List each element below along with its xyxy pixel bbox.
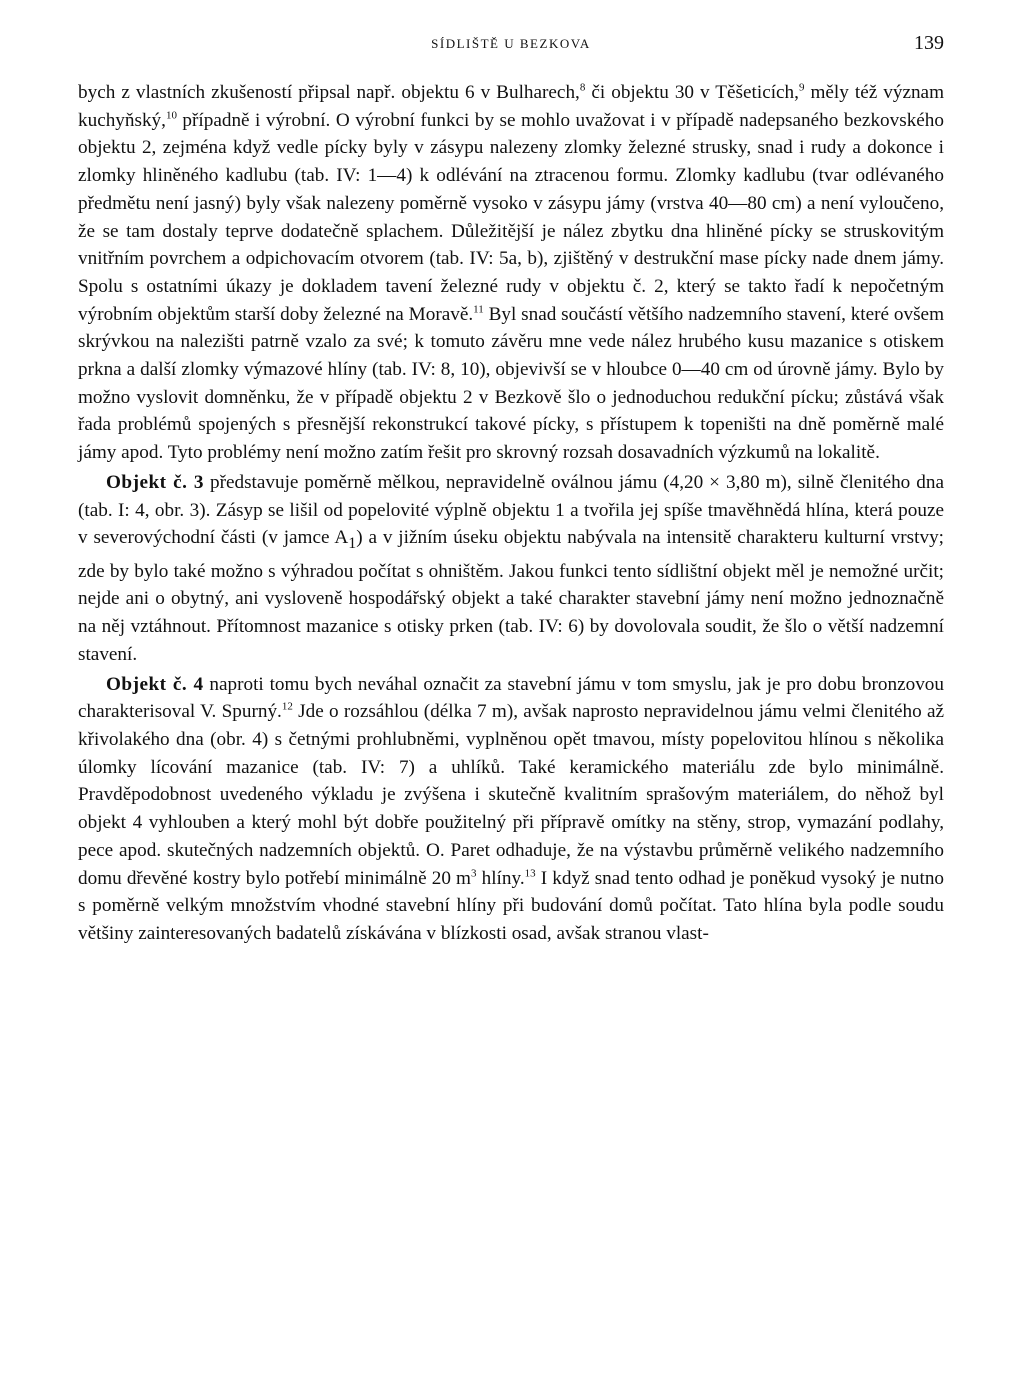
text-run: představuje poměrně mělkou, nepravidelně oválnou jámu (4,20 × 3,80 m), silně členitého dna (tab. I: 4, obr. 3). Zásyp se lišil od popelovité výplně objektu 1 a tvořila jej spíše tmavěhnědá hlína, která pouze v severovýchodní části (v jamce A: [78, 471, 944, 549]
objekt-4-label: Objekt č. 4: [106, 673, 204, 695]
text-run: měly též význam kuchyňský,: [78, 82, 945, 131]
text-run: případně i výrobní. O výrobní funkci by se mohlo uvažovat i v případě nadepsaného bezkovského objektu 2, zejména když vedle pícky byly v zásypu nalezeny zlomky železné strusky, snad i rudy a dokonce i zlomky hliněného kadlubu (tab. IV: 1—4) k odlévání na ztracenou formu. Zlomky kadlubu (tvar odlévaného předmětu není jasný) byly však nalezeny poměrně vysoko v zásypu jámy (vrstva 40—80 cm) a není vyloučeno, že se tam dostaly teprve dodatečně splachem. Důležitější je nález zbytku dna hliněné pícky se struskovitým vnitřním povrchem a odpichovacím otvorem (tab. IV: 5a, b), zjištěný v destrukční mase pícky nade dnem jámy. Spolu s ostatními úkazy je dokladem tavení železné rudy v objektu č. 2, který se takto řadí k nepočetným výrobním objektům starší doby železné na Moravě.: [78, 109, 944, 325]
running-head: [78, 30, 944, 66]
page-number: 139: [914, 32, 944, 54]
footnote-ref-11: 11: [473, 303, 484, 316]
objekt-3-label: Objekt č. 3: [106, 471, 204, 493]
footnote-ref-12: 12: [281, 700, 293, 713]
text-run: ) a v jižním úseku objektu nabývala na intensitě charakteru kulturní vrstvy; zde by bylo také možno s výhradou počítat s ohništěm. Jakou funkci tento sídlištní objekt měl je nemožné určit; nejde ani o obytný, ani vysloveně hospodářský objekt a také charakter stavební jámy není možno jednoznačně na něj vztáhnout. Přítomnost mazanice s otisky prken (tab. IV: 6) by dovolovala soudit, že šlo o větší nadzemní stavení.: [78, 527, 945, 665]
text-run: či objektu 30 v Těšeticích,: [585, 82, 799, 103]
text-run: Jde o rozsáhlou (délka 7 m), avšak naprosto nepravidelnou jámu velmi členitého až křivolakého dna (obr. 4) s četnými prohlubněmi, vyplněnou opět tmavou, místy popelovitou hlínou s několika úlomky lícování mazanice (tab. IV: 7) a uhlíků. Také keramického materiálu zde bylo minimálně. Pravděpodobnost uvedeného výkladu je zvýšena i skutečně kvalitním sprašovým materiálem, do něhož byl objekt 4 vyhlouben a který mohl být dobře použitelný při přípravě omítky na stěny, strop, vymazání podlahy, pece apod. skutečných nadzemních objektů. O. Paret odhaduje, že na výstavbu průměrně velikého nadzemního domu dřevěné kostry bylo potřebí minimálně 20 m: [78, 701, 944, 889]
footnote-ref-8: 8: [579, 81, 586, 94]
text-run: bych z vlastních zkušeností připsal např. objektu 6 v Bulharech,: [78, 82, 580, 103]
running-title: SÍDLIŠTĚ U BEZKOVA: [431, 36, 591, 51]
body-text: [78, 79, 944, 948]
text-run: Byl snad součástí většího nadzemního stavení, které ovšem skrývkou na nalezišti patrně vzalo za své; k tomuto závěru mne vede nález hrubého kusu mazanice s otiskem prkna a další zlomky výmazové hlíny (tab. IV: 8, 10), objevivší se v hloubce 0—40 cm od úrovně jámy. Bylo by možno vyslovit domněnku, že v případě objektu 2 v Bezkově šlo o jednoduchou redukční pícku; zůstává však řada problémů spojených s přesnější rekonstrukcí takové pícky, s přístupem k topeništi na dně poměrně malé jámy apod. Tyto problémy není možno zatím řešit pro skrovný rozsah dosavadních výzkumů na lokalitě.: [78, 303, 944, 464]
footnote-ref-9: 9: [798, 81, 805, 94]
page: [78, 30, 944, 948]
text-run: I když snad tento odhad je poněkud vysoký je nutno s poměrně velkým množstvím vhodné stavební hlíny při budování domů počítat. Tato hlína byla podle soudu většiny zainteresovaných badatelů získávána v blízkosti osad, avšak stranou vlast-: [78, 867, 945, 944]
text-run: naproti tomu bych neváhal označit za stavební jámu v tom smyslu, jak je pro dobu bronzovou charakterisoval V. Spurný.: [78, 673, 944, 723]
superscript-cubic: 3: [470, 867, 477, 880]
paragraph-continuation: [78, 79, 944, 467]
paragraph-objekt-3: [78, 469, 944, 669]
text-run: hlíny.: [476, 867, 525, 889]
footnote-ref-13: 13: [524, 867, 536, 880]
paragraph-objekt-4: [78, 671, 944, 948]
subscript: 1: [348, 535, 357, 553]
footnote-ref-10: 10: [165, 109, 177, 122]
